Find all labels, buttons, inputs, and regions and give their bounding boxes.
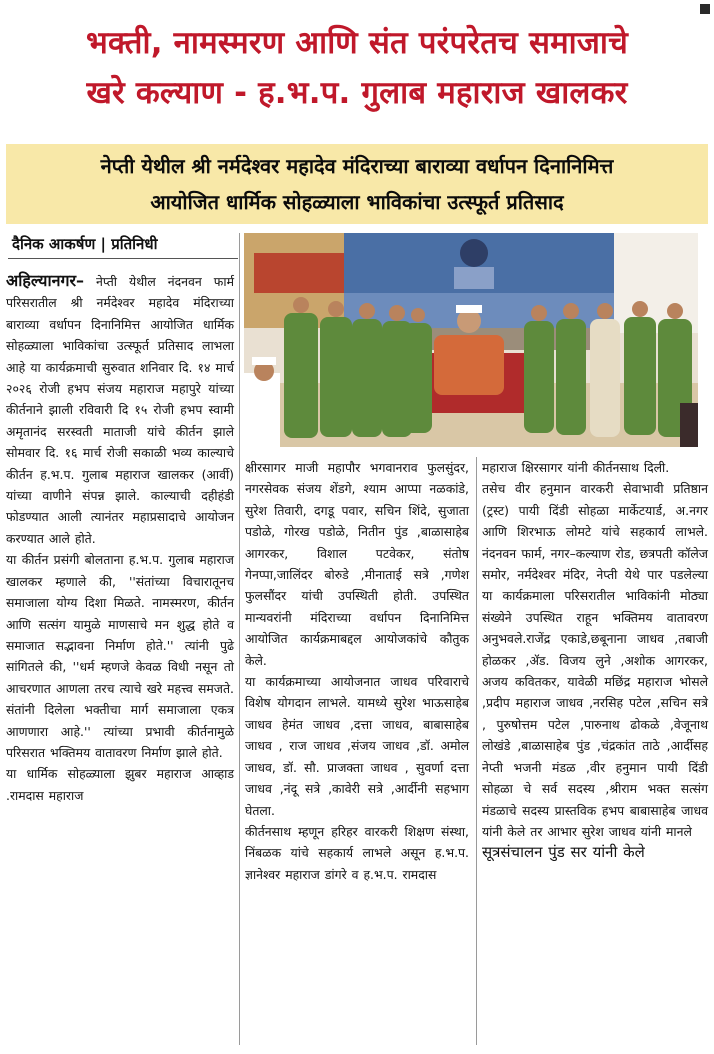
event-photo <box>244 233 698 447</box>
byline: दैनिक आकर्षण | प्रतिनिधी <box>12 235 158 253</box>
closing-line: सूत्रसंचालन पुंड सर यांनी केले <box>482 843 645 862</box>
headline <box>0 18 714 118</box>
article-paragraph: क्षीरसागर माजी महापौर भगवानराव फुलसुंदर, नगरसेवक संजय शेंडगे, श्याम आप्पा नळकांडे, सुरेश तिवारी, दगडू पवार, सचिन शिंदे, सुजाता पडोळे, गोरख पडोळे, नितीन पुंड ,बाळासाहेब आगरकर, विशाल पटवेकर, संतोष गेनप्पा,जालिंदर बोरुडे ,मीनाताई सत्रे ,गणेश फुलसौंदर यांची उपस्थिती होती. उपस्थित मान्यवरांनी मंदिराच्या वर्धापन दिनानिमित्त आयोजित कार्यक्रमाबद्दल आयोजकांचे कौतुक केले. <box>245 460 469 668</box>
dateline-place: अहिल्यानगर– <box>6 271 85 290</box>
event-photo-illustration <box>244 233 698 447</box>
subheadline-line-2: आयोजित धार्मिक सोहळ्याला भाविकांचा उत्स्फूर्त प्रतिसाद <box>150 190 564 214</box>
headline-line-1: भक्ती, नामस्मरण आणि संत परंपरेतच समाजाचे <box>85 25 629 61</box>
subheadline-line-1: नेप्ती येथील श्री नर्मदेश्वर महादेव मंदिराच्या बाराव्या वर्धापन दिनानिमित्त <box>100 154 614 178</box>
article-paragraph: तसेच वीर हनुमान वारकरी सेवाभावी प्रतिष्ठान (ट्रस्ट) पायी दिंडी सोहळा मार्केटयार्ड, अ.नगर आणि शिरभाऊ लोमटे यांचे सहकार्य लाभले. नंदनवन फार्म, नगर–कल्याण रोड, छत्रपती कॉलेज समोर, नर्मदेश्वर मंदिर, नेप्ती येथे पार पडलेल्या या कार्यक्रमाला परिसरातील भाविकांनी मोठ्या संख्येने उपस्थित राहून भक्तिमय वातावरण अनुभवले.राजेंद्र एकाडे,छबूनाना जाधव ,तबाजी होळकर ,ॲड. विजय लुने ,अशोक आगरकर, अजय कवितकर, यावेळी मछिंद्र महाराज भोसले ,प्रदीप महाराज जाधव ,नरसिह पटेल ,सचिन सत्रे , पुरुषोत्तम पटेल ,पारुनाथ ढोकळे ,वेजूनाथ लोखंडे ,बाळासाहेब पुंड ,चंद्रकांत ताठे ,आर्दीसह नेप्ती भजनी मंडळ ,वीर हनुमान पायी दिंडी सोहळा चे सर्व सदस्य ,श्रीराम भक्त सत्संग मंडळाचे सदस्य प्रास्तविक हभप बाबासाहेब जाधव यांनी केले तर आभार सुरेश जाधव यांनी मानले <box>482 481 708 839</box>
article-column-2 <box>245 457 469 885</box>
headline-line-2: खरे कल्याण - ह.भ.प. गुलाब महाराज खालकर <box>86 75 628 111</box>
article-paragraph: या कीर्तन प्रसंगी बोलताना ह.भ.प. गुलाब महाराज खालकर म्हणाले की, ''संतांच्या विचारातूनच समाजाला योग्य दिशा मिळते. नामस्मरण, कीर्तन आणि सत्संग यामुळे माणसाचे मन शुद्ध होते व समाजात सद्भावना निर्माण होते.'' त्यांनी पुढे सांगितले की, ''धर्म म्हणजे केवळ विधी नसून तो आचरणात आणला तरच त्याचे खरे महत्त्व समजते. संतांनी दिलेला भक्तीचा मार्ग समाजाला एकत्र आणणारा आहे.'' त्यांच्या प्रभावी कीर्तनामुळे परिसरात भक्तिमय वातावरण निर्माण झाले होते. <box>6 552 234 760</box>
article-paragraph: या कार्यक्रमाच्या आयोजनात जाधव परिवाराचे विशेष योगदान लाभले. यामध्ये सुरेश भाऊसाहेब जाधव हेमंत जाधव ,दत्ता जाधव, बाबासाहेब जाधव , राज जाधव ,संजय जाधव ,डॉ. अमोल जाधव, डॉ. सौ. प्राजक्ता जाधव , सुवर्णा दत्ता जाधव ,नंदू सत्रे ,कावेरी सत्रे ,आर्दीनी सहभाग घेतला. <box>245 674 469 818</box>
article-paragraph: या धार्मिक सोहळ्याला झुबर महाराज आव्हाड .रामदास महाराज <box>6 766 234 803</box>
article-paragraph: अहिल्यानगर– नेप्ती येथील नंदनवन फार्म परिसरातील श्री नर्मदेश्वर महादेव मंदिराच्या बाराव्या वर्धापन दिनानिमित्त आयोजित धार्मिक सोहळ्याला भाविकांचा उत्स्फूर्त प्रतिसाद लाभला आहे या कार्यक्रमाची सुरुवात शनिवार दि. १४ मार्च २०२६ रोजी हभप संजय महाराज महापुरे यांच्या कीर्तनाने झाली रविवारी दि १५ रोजी हभप स्वामी अमृतानंद सरस्वती माताजी यांचे कीर्तन झाले सोमवार दि. १६ मार्च रोजी सकाळी भव्य काल्याचे कीर्तन ह.भ.प. गुलाब महाराज खालकर (आर्वी) यांच्या वाणीने संपन्न झाले. काल्याची दहीहंडी फोडण्यात आली त्यानंतर महाप्रसादाचे आयोजन करण्यात आले होते. <box>6 271 234 546</box>
byline-rule <box>8 258 238 259</box>
corner-mark <box>700 4 710 14</box>
article-paragraph: महाराज क्षिरसागर यांनी कीर्तनसाथ दिली. <box>482 460 670 475</box>
article-column-1 <box>6 270 234 806</box>
column-divider-2 <box>476 457 477 1045</box>
article-paragraph: कीर्तनसाथ म्हणून हरिहर वारकरी शिक्षण संस्था, निंबळक यांचे सहकार्य लाभले असून ह.भ.प. ज्ञानेश्वर महाराज डांगरे व ह.भ.प. रामदास <box>245 823 469 882</box>
article-column-3 <box>482 457 708 864</box>
subheadline-box <box>6 144 708 224</box>
column-divider-1 <box>239 233 240 1045</box>
